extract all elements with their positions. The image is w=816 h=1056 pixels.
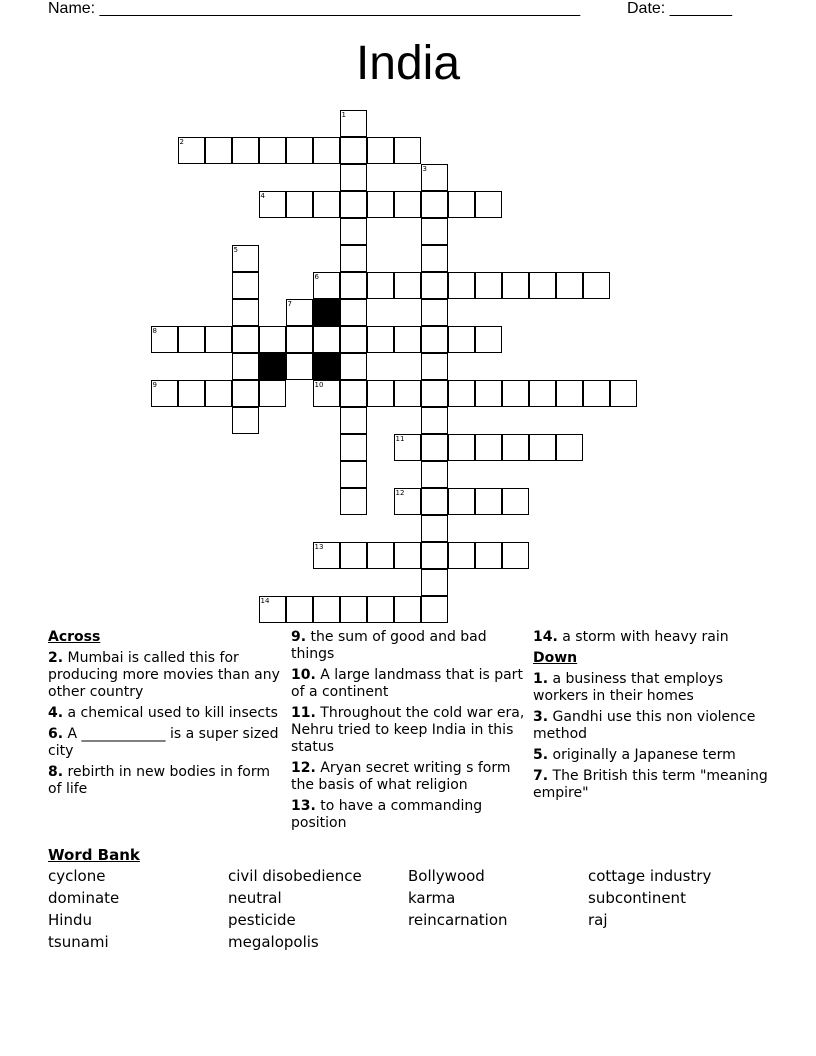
grid-cell[interactable] bbox=[340, 164, 367, 191]
word-bank bbox=[48, 846, 768, 952]
clue-across-8: 8. rebirth in new bodies in form of life bbox=[48, 764, 270, 797]
grid-cell[interactable] bbox=[610, 380, 637, 407]
clue-down-7: 7. The British this term "meaning empire" bbox=[533, 768, 768, 801]
clue-across-13: 13. to have a commanding position bbox=[291, 798, 483, 831]
clue-number: 4 bbox=[260, 191, 265, 200]
grid-cell[interactable] bbox=[421, 461, 448, 488]
black-square bbox=[259, 353, 286, 380]
black-square bbox=[313, 299, 340, 326]
clue-number: 7 bbox=[287, 299, 292, 308]
clue-number: 14 bbox=[260, 596, 270, 605]
grid-cell[interactable] bbox=[448, 434, 475, 461]
clue-number: 5 bbox=[233, 245, 238, 254]
grid-cell[interactable] bbox=[394, 137, 421, 164]
clue-down-5: 5. originally a Japanese term bbox=[533, 747, 736, 763]
grid-cell[interactable] bbox=[232, 272, 259, 299]
grid-cell[interactable] bbox=[556, 272, 583, 299]
clue-number: 1 bbox=[341, 110, 346, 119]
grid-cell[interactable] bbox=[475, 272, 502, 299]
grid-cell[interactable] bbox=[286, 596, 313, 623]
grid-cell[interactable] bbox=[340, 488, 367, 515]
grid-cell[interactable] bbox=[340, 407, 367, 434]
grid-cell[interactable] bbox=[556, 380, 583, 407]
clues-column-3 bbox=[533, 629, 773, 806]
grid-cell[interactable] bbox=[502, 488, 529, 515]
grid-cell[interactable] bbox=[340, 245, 367, 272]
grid-cell[interactable] bbox=[475, 191, 502, 218]
grid-cell[interactable] bbox=[421, 299, 448, 326]
grid-cell[interactable] bbox=[394, 326, 421, 353]
grid-cell[interactable] bbox=[205, 137, 232, 164]
name-field-label: Name: ______________________________________________________ bbox=[48, 0, 581, 17]
grid-cell[interactable] bbox=[205, 326, 232, 353]
grid-cell[interactable] bbox=[313, 380, 340, 407]
grid-cell[interactable] bbox=[394, 488, 421, 515]
clue-across-6: 6. A ____________ is a super sized city bbox=[48, 726, 279, 759]
word-bank-item: raj bbox=[588, 911, 608, 929]
grid-cell[interactable] bbox=[232, 326, 259, 353]
grid-cell[interactable] bbox=[394, 596, 421, 623]
grid-cell[interactable] bbox=[421, 542, 448, 569]
clue-number: 10 bbox=[314, 380, 324, 389]
grid-cell[interactable] bbox=[367, 542, 394, 569]
word-bank-heading: Word Bank bbox=[48, 846, 140, 864]
grid-cell[interactable] bbox=[340, 137, 367, 164]
grid-cell[interactable] bbox=[313, 596, 340, 623]
grid-cell[interactable] bbox=[151, 326, 178, 353]
grid-cell[interactable] bbox=[421, 191, 448, 218]
clue-number: 8 bbox=[152, 326, 157, 335]
grid-cell[interactable] bbox=[448, 542, 475, 569]
grid-cell[interactable] bbox=[286, 191, 313, 218]
clue-across-4: 4. a chemical used to kill insects bbox=[48, 705, 278, 721]
grid-cell[interactable] bbox=[421, 407, 448, 434]
grid-cell[interactable] bbox=[448, 488, 475, 515]
word-bank-item: dominate bbox=[48, 889, 120, 907]
grid-cell[interactable] bbox=[340, 326, 367, 353]
grid-cell[interactable] bbox=[529, 380, 556, 407]
grid-cell[interactable] bbox=[421, 245, 448, 272]
black-square bbox=[313, 353, 340, 380]
grid-cell[interactable] bbox=[367, 380, 394, 407]
grid-cell[interactable] bbox=[421, 488, 448, 515]
grid-cell[interactable] bbox=[394, 434, 421, 461]
grid-cell[interactable] bbox=[448, 380, 475, 407]
grid-cell[interactable] bbox=[421, 326, 448, 353]
grid-cell[interactable] bbox=[394, 542, 421, 569]
grid-cell[interactable] bbox=[286, 299, 313, 326]
grid-cell[interactable] bbox=[394, 272, 421, 299]
clue-across-11: 11. Throughout the cold war era, Nehru tried to keep India in this status bbox=[291, 705, 525, 755]
grid-cell[interactable] bbox=[286, 137, 313, 164]
grid-cell[interactable] bbox=[340, 218, 367, 245]
grid-cell[interactable] bbox=[367, 326, 394, 353]
grid-cell[interactable] bbox=[421, 164, 448, 191]
grid-cell[interactable] bbox=[583, 272, 610, 299]
clue-across-14: 14. a storm with heavy rain bbox=[533, 629, 729, 645]
grid-cell[interactable] bbox=[340, 434, 367, 461]
grid-cell[interactable] bbox=[232, 407, 259, 434]
grid-cell[interactable] bbox=[232, 299, 259, 326]
grid-cell[interactable] bbox=[394, 191, 421, 218]
grid-cell[interactable] bbox=[421, 569, 448, 596]
grid-cell[interactable] bbox=[340, 596, 367, 623]
word-bank-item: subcontinent bbox=[588, 889, 686, 907]
clue-across-10: 10. A large landmass that is part of a continent bbox=[291, 667, 523, 700]
grid-cell[interactable] bbox=[421, 218, 448, 245]
grid-cell[interactable] bbox=[475, 380, 502, 407]
grid-cell[interactable] bbox=[502, 434, 529, 461]
grid-cell[interactable] bbox=[502, 542, 529, 569]
grid-cell[interactable] bbox=[421, 380, 448, 407]
grid-cell[interactable] bbox=[421, 272, 448, 299]
grid-cell[interactable] bbox=[502, 380, 529, 407]
clue-number: 11 bbox=[395, 434, 405, 443]
word-bank-item: tsunami bbox=[48, 933, 109, 951]
grid-cell[interactable] bbox=[394, 380, 421, 407]
grid-cell[interactable] bbox=[259, 596, 286, 623]
clues-column-2 bbox=[291, 629, 527, 836]
grid-cell[interactable] bbox=[232, 353, 259, 380]
grid-cell[interactable] bbox=[340, 461, 367, 488]
grid-cell[interactable] bbox=[259, 326, 286, 353]
grid-cell[interactable] bbox=[178, 380, 205, 407]
grid-cell[interactable] bbox=[232, 245, 259, 272]
grid-cell[interactable] bbox=[583, 380, 610, 407]
word-bank-item: pesticide bbox=[228, 911, 296, 929]
grid-cell[interactable] bbox=[340, 353, 367, 380]
word-bank-item: Bollywood bbox=[408, 867, 485, 885]
grid-cell[interactable] bbox=[340, 542, 367, 569]
grid-cell[interactable] bbox=[367, 137, 394, 164]
grid-cell[interactable] bbox=[286, 326, 313, 353]
clue-number: 9 bbox=[152, 380, 157, 389]
grid-cell[interactable] bbox=[502, 272, 529, 299]
grid-cell[interactable] bbox=[178, 137, 205, 164]
grid-cell[interactable] bbox=[205, 380, 232, 407]
down-heading: Down bbox=[533, 650, 578, 666]
across-heading: Across bbox=[48, 629, 101, 645]
grid-cell[interactable] bbox=[313, 137, 340, 164]
grid-cell[interactable] bbox=[259, 191, 286, 218]
grid-cell[interactable] bbox=[367, 596, 394, 623]
grid-cell[interactable] bbox=[448, 272, 475, 299]
grid-cell[interactable] bbox=[421, 353, 448, 380]
grid-cell[interactable] bbox=[178, 326, 205, 353]
word-bank-item: cyclone bbox=[48, 867, 106, 885]
grid-cell[interactable] bbox=[448, 191, 475, 218]
grid-cell[interactable] bbox=[475, 488, 502, 515]
grid-cell[interactable] bbox=[475, 326, 502, 353]
grid-cell[interactable] bbox=[340, 110, 367, 137]
grid-cell[interactable] bbox=[475, 542, 502, 569]
word-bank-item: Hindu bbox=[48, 911, 92, 929]
grid-cell[interactable] bbox=[529, 272, 556, 299]
grid-cell[interactable] bbox=[340, 272, 367, 299]
clue-number: 2 bbox=[179, 137, 184, 146]
word-bank-item: civil disobedience bbox=[228, 867, 362, 885]
grid-cell[interactable] bbox=[232, 380, 259, 407]
clue-number: 3 bbox=[422, 164, 427, 173]
grid-cell[interactable] bbox=[286, 353, 313, 380]
word-bank-item: karma bbox=[408, 889, 456, 907]
grid-cell[interactable] bbox=[421, 596, 448, 623]
grid-cell[interactable] bbox=[448, 326, 475, 353]
grid-cell[interactable] bbox=[151, 380, 178, 407]
clue-across-12: 12. Aryan secret writing s form the basis of what religion bbox=[291, 760, 511, 793]
grid-cell[interactable] bbox=[259, 380, 286, 407]
word-bank-item: megalopolis bbox=[228, 933, 319, 951]
clue-number: 12 bbox=[395, 488, 405, 497]
grid-cell[interactable] bbox=[475, 434, 502, 461]
grid-cell[interactable] bbox=[313, 542, 340, 569]
word-bank-item: cottage industry bbox=[588, 867, 712, 885]
clue-down-3: 3. Gandhi use this non violence method bbox=[533, 709, 756, 742]
grid-cell[interactable] bbox=[232, 137, 259, 164]
clue-number: 13 bbox=[314, 542, 324, 551]
grid-cell[interactable] bbox=[556, 434, 583, 461]
grid-cell[interactable] bbox=[313, 272, 340, 299]
clue-across-2: 2. Mumbai is called this for producing more movies than any other country bbox=[48, 650, 280, 700]
word-bank-item: neutral bbox=[228, 889, 282, 907]
grid-cell[interactable] bbox=[529, 434, 556, 461]
grid-cell[interactable] bbox=[340, 380, 367, 407]
grid-cell[interactable] bbox=[313, 326, 340, 353]
grid-cell[interactable] bbox=[313, 191, 340, 218]
date-field-label: Date: _______ bbox=[627, 0, 732, 17]
grid-cell[interactable] bbox=[259, 137, 286, 164]
clue-across-9: 9. the sum of good and bad things bbox=[291, 629, 487, 662]
grid-cell[interactable] bbox=[340, 299, 367, 326]
grid-cell[interactable] bbox=[340, 191, 367, 218]
word-bank-list bbox=[48, 867, 768, 952]
page-title: India bbox=[355, 37, 461, 90]
grid-cell[interactable] bbox=[421, 515, 448, 542]
grid-cell[interactable] bbox=[367, 272, 394, 299]
word-bank-item: reincarnation bbox=[408, 911, 508, 929]
clues-column-1 bbox=[48, 629, 280, 802]
clue-number: 6 bbox=[314, 272, 319, 281]
grid-cell[interactable] bbox=[367, 191, 394, 218]
grid-cell[interactable] bbox=[421, 434, 448, 461]
clue-down-1: 1. a business that employs workers in their homes bbox=[533, 671, 724, 704]
